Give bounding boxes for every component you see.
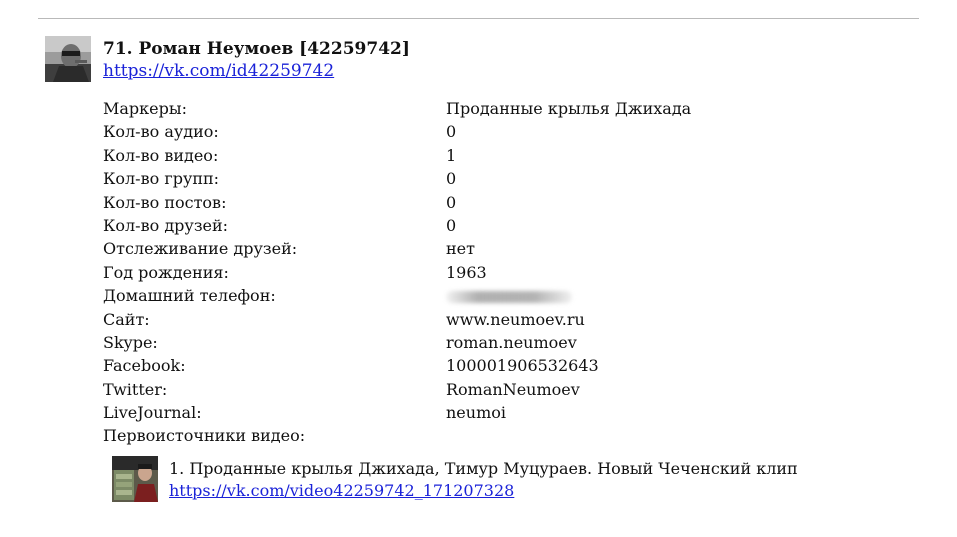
field-label: Кол-во видео: — [103, 145, 219, 165]
field-value: 1 — [446, 145, 457, 165]
top-divider — [38, 18, 919, 19]
video-thumbnail[interactable] — [112, 456, 158, 502]
profile-title: 71. Роман Неумоев [42259742] — [103, 39, 410, 59]
field-label: Год рождения: — [103, 262, 229, 282]
field-markers — [103, 97, 863, 120]
profile-fields — [103, 97, 863, 448]
avatar-photo-icon — [45, 36, 91, 82]
field-value: www.neumoev.ru — [446, 309, 585, 329]
field-value: RomanNeumoev — [446, 379, 580, 399]
field-label: Кол-во постов: — [103, 192, 227, 212]
field-label: Домашний телефон: — [103, 286, 276, 306]
field-post-count — [103, 191, 863, 214]
field-video-count — [103, 144, 863, 167]
field-label: Первоисточники видео: — [103, 426, 306, 446]
field-friend-tracking — [103, 237, 863, 260]
field-value: Проданные крылья Джихада — [446, 99, 692, 118]
field-label: Отслеживание друзей: — [103, 239, 298, 259]
field-value: roman.neumoev — [446, 332, 577, 352]
field-value: 100001906532643 — [446, 356, 599, 376]
field-home-phone — [103, 284, 863, 307]
field-facebook — [103, 354, 863, 377]
field-label: Кол-во групп: — [103, 169, 220, 189]
video-thumbnail-icon — [112, 456, 158, 502]
field-value: neumoi — [446, 403, 506, 423]
field-label: Кол-во аудио: — [103, 122, 219, 142]
field-twitter — [103, 378, 863, 401]
profile-link[interactable]: https://vk.com/id42259742 — [103, 61, 335, 81]
video-link[interactable]: https://vk.com/video42259742_171207328 — [169, 481, 515, 500]
field-skype — [103, 331, 863, 354]
field-label: Маркеры: — [103, 99, 187, 118]
field-value: 1963 — [446, 262, 487, 282]
field-label: Skype: — [103, 332, 158, 352]
video-title: 1. Проданные крылья Джихада, Тимур Муцураев. Новый Чеченский клип — [169, 459, 798, 478]
field-audio-count — [103, 120, 863, 143]
field-label: Twitter: — [103, 379, 168, 399]
field-group-count — [103, 167, 863, 190]
field-label: LiveJournal: — [103, 403, 202, 423]
profile-avatar[interactable] — [45, 36, 91, 82]
field-friend-count — [103, 214, 863, 237]
field-value: 0 — [446, 192, 457, 212]
redacted-phone-blur — [446, 291, 572, 303]
field-value: 0 — [446, 122, 457, 142]
field-label: Кол-во друзей: — [103, 215, 229, 235]
field-livejournal — [103, 401, 863, 424]
field-label: Сайт: — [103, 309, 150, 329]
field-birth-year — [103, 261, 863, 284]
field-website — [103, 308, 863, 331]
field-value: 0 — [446, 215, 457, 235]
field-label: Facebook: — [103, 356, 186, 376]
field-value: 0 — [446, 169, 457, 189]
field-value: нет — [446, 239, 475, 259]
field-video-sources — [103, 424, 863, 447]
